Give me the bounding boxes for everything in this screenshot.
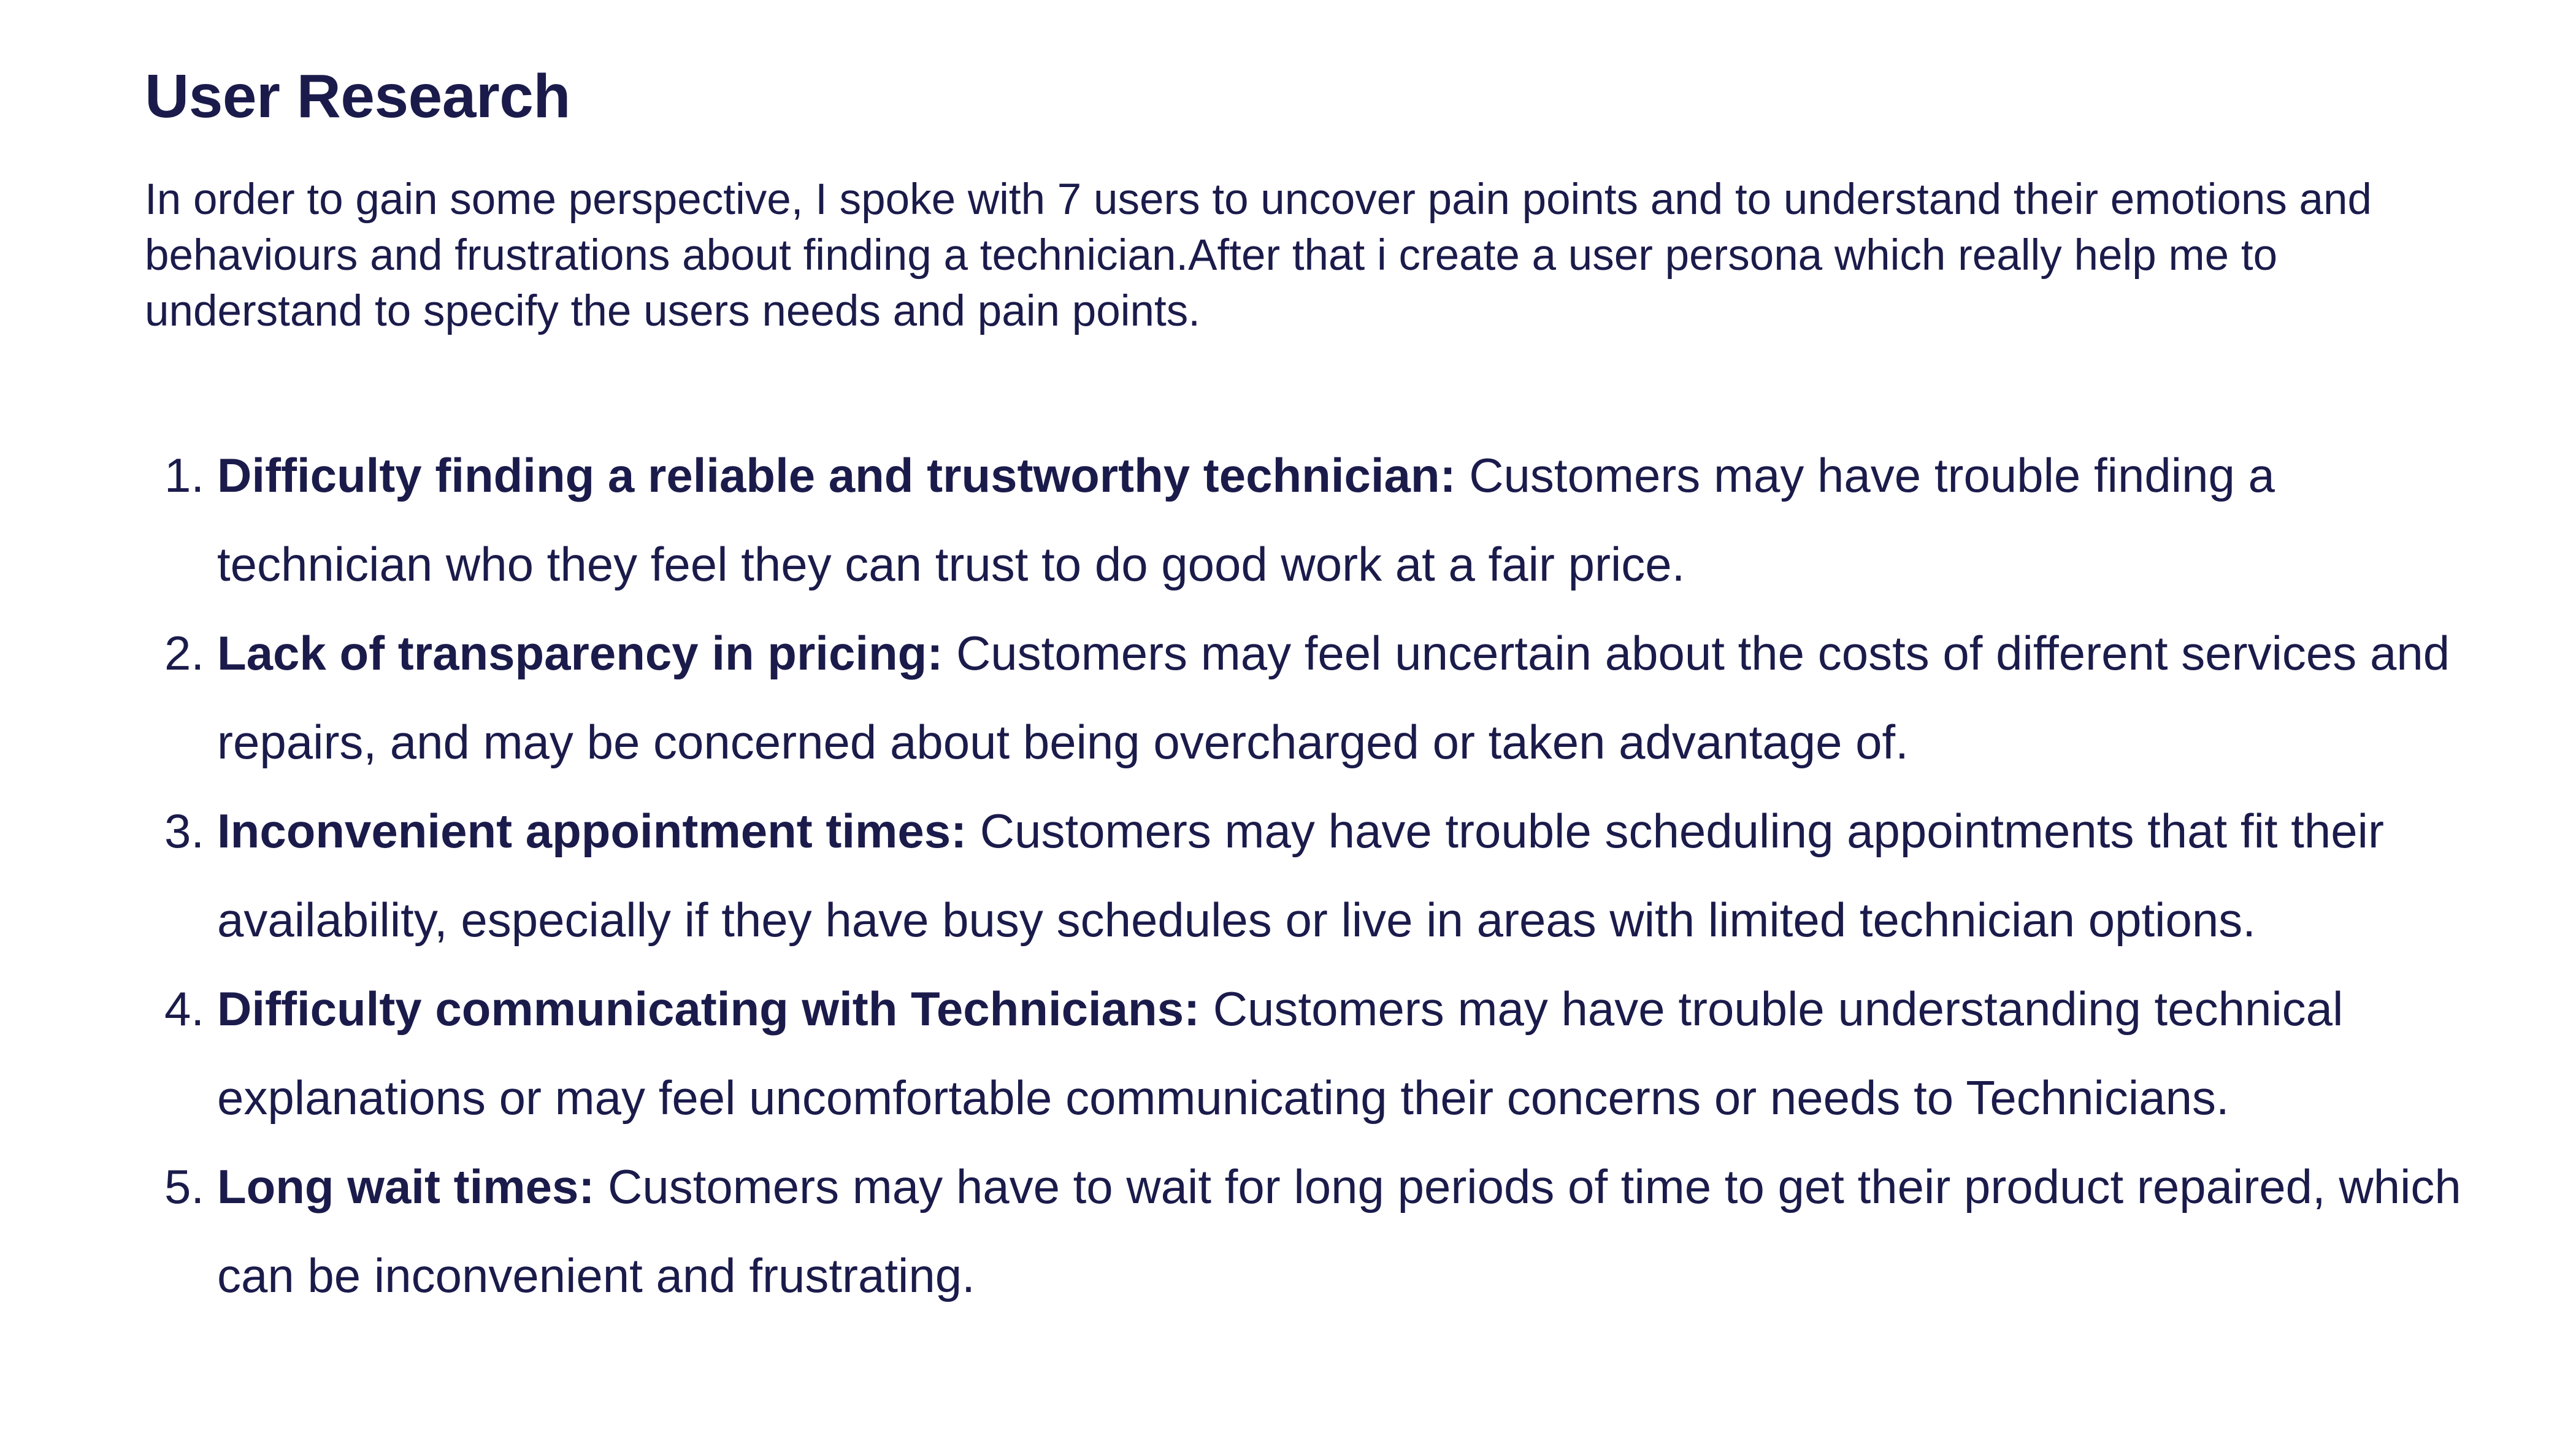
list-number: 4. [164,982,205,1036]
list-number: 3. [164,804,205,858]
pain-point-description: Customers may have trouble finding a technician who they feel they can trust to do good work at a fair price. [217,448,2275,591]
pain-point-term: Difficulty communicating with Technicians: [217,982,1213,1036]
pain-point-item [145,609,2499,787]
user-research-section [145,56,2475,1320]
pain-points-list [145,431,2475,1320]
pain-point-description: Customers may have to wait for long periods of time to get their product repaired, which can be inconvenient and frustrating. [217,1160,2461,1302]
pain-point-term: Difficulty finding a reliable and trustworthy technician: [217,448,1470,502]
list-number: 1. [164,448,205,502]
pain-point-item [145,965,2499,1142]
pain-point-item [145,431,2499,609]
pain-point-description: Customers may have trouble understanding technical explanations or may feel uncomfortable communicating their concerns or needs to Technicians. [217,982,2344,1125]
pain-point-item [145,787,2499,965]
pain-point-term: Inconvenient appointment times: [217,804,980,858]
section-title: User Research [145,62,570,131]
pain-point-description: Customers may feel uncertain about the costs of different services and repairs, and may be concerned about being overcharged or taken advantage of. [217,626,2450,769]
pain-point-term: Lack of transparency in pricing: [217,626,956,680]
list-number: 2. [164,626,205,680]
pain-point-term: Long wait times: [217,1160,608,1214]
pain-point-description: Customers may have trouble scheduling appointments that fit their availability, especially if they have busy schedules or live in areas with limited technician options. [217,804,2384,947]
intro-paragraph: In order to gain some perspective, I spoke with 7 users to uncover pain points and to understand their emotions and behaviours and frustrations about finding a technician.After that i create a user persona which really help me to understand to specify the users needs and pain points. [145,175,2372,335]
pain-point-item [145,1142,2499,1320]
list-number: 5. [164,1160,205,1214]
